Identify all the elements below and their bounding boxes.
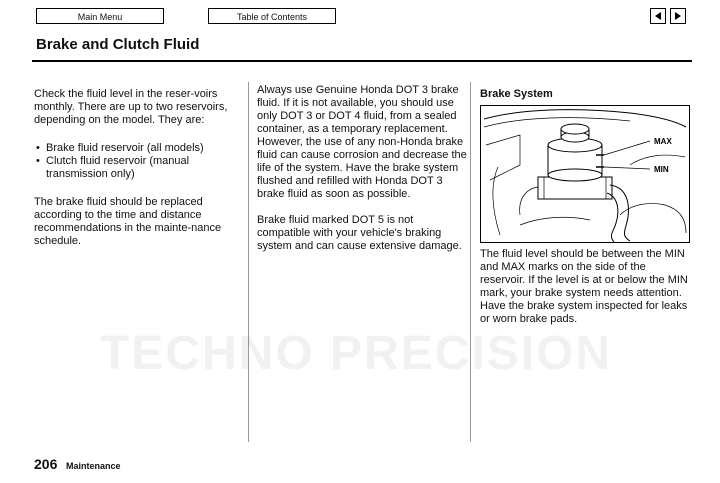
max-label: MAX <box>654 137 672 146</box>
main-menu-button[interactable]: Main Menu <box>36 8 164 24</box>
reservoir-list <box>34 142 244 181</box>
brake-reservoir-diagram <box>480 105 690 243</box>
intro-paragraph: Check the fluid level in the reser-voirs monthly. There are up to two reservoirs, depending on the model. They are: <box>34 88 228 126</box>
triangle-left-icon <box>654 12 662 20</box>
list-item <box>34 155 244 181</box>
bullet-icon: • <box>36 155 40 167</box>
list-item-text: Brake fluid reservoir (all models) <box>46 142 204 154</box>
column-divider <box>248 82 249 442</box>
page-title: Brake and Clutch Fluid <box>36 36 200 53</box>
page-number: 206 <box>34 456 58 472</box>
column-middle <box>257 84 467 253</box>
column-divider <box>470 82 471 442</box>
column-right <box>480 88 690 326</box>
title-divider <box>32 60 692 62</box>
triangle-right-icon <box>674 12 682 20</box>
min-label: MIN <box>654 165 669 174</box>
brake-system-heading: Brake System <box>480 88 553 100</box>
bullet-icon: • <box>36 142 40 154</box>
honda-fluid-paragraph: Always use Genuine Honda DOT 3 brake fluid. If it is not available, you should use only DOT 3 or DOT 4 fluid, from a sealed container, as a temporary replacement. However, the use of any non-Honda brake fluid can cause corrosion and decrease the life of the system. Have the brake system flushed and refilled with Honda DOT 3 brake fluid as soon as possible. <box>257 84 467 200</box>
list-item-text: Clutch fluid reservoir (manual transmission only) <box>46 155 190 180</box>
list-item <box>34 142 244 155</box>
fluid-level-paragraph: The fluid level should be between the MIN and MAX marks on the side of the reservoir. If the level is at or below the MIN mark, your brake system needs attention. Have the brake system inspected for leaks or worn brake pads. <box>480 248 688 325</box>
watermark: TECHNO PRECISION <box>100 327 613 380</box>
dot5-warning-paragraph: Brake fluid marked DOT 5 is not compatible with your vehicle's braking system and can cause extensive damage. <box>257 214 462 252</box>
column-left <box>34 88 244 248</box>
previous-page-button[interactable] <box>650 8 666 24</box>
section-name: Maintenance <box>66 461 121 471</box>
replacement-paragraph: The brake fluid should be replaced according to the time and distance recommendations in the mainte-nance schedule. <box>34 196 222 247</box>
table-of-contents-button[interactable]: Table of Contents <box>208 8 336 24</box>
next-page-button[interactable] <box>670 8 686 24</box>
